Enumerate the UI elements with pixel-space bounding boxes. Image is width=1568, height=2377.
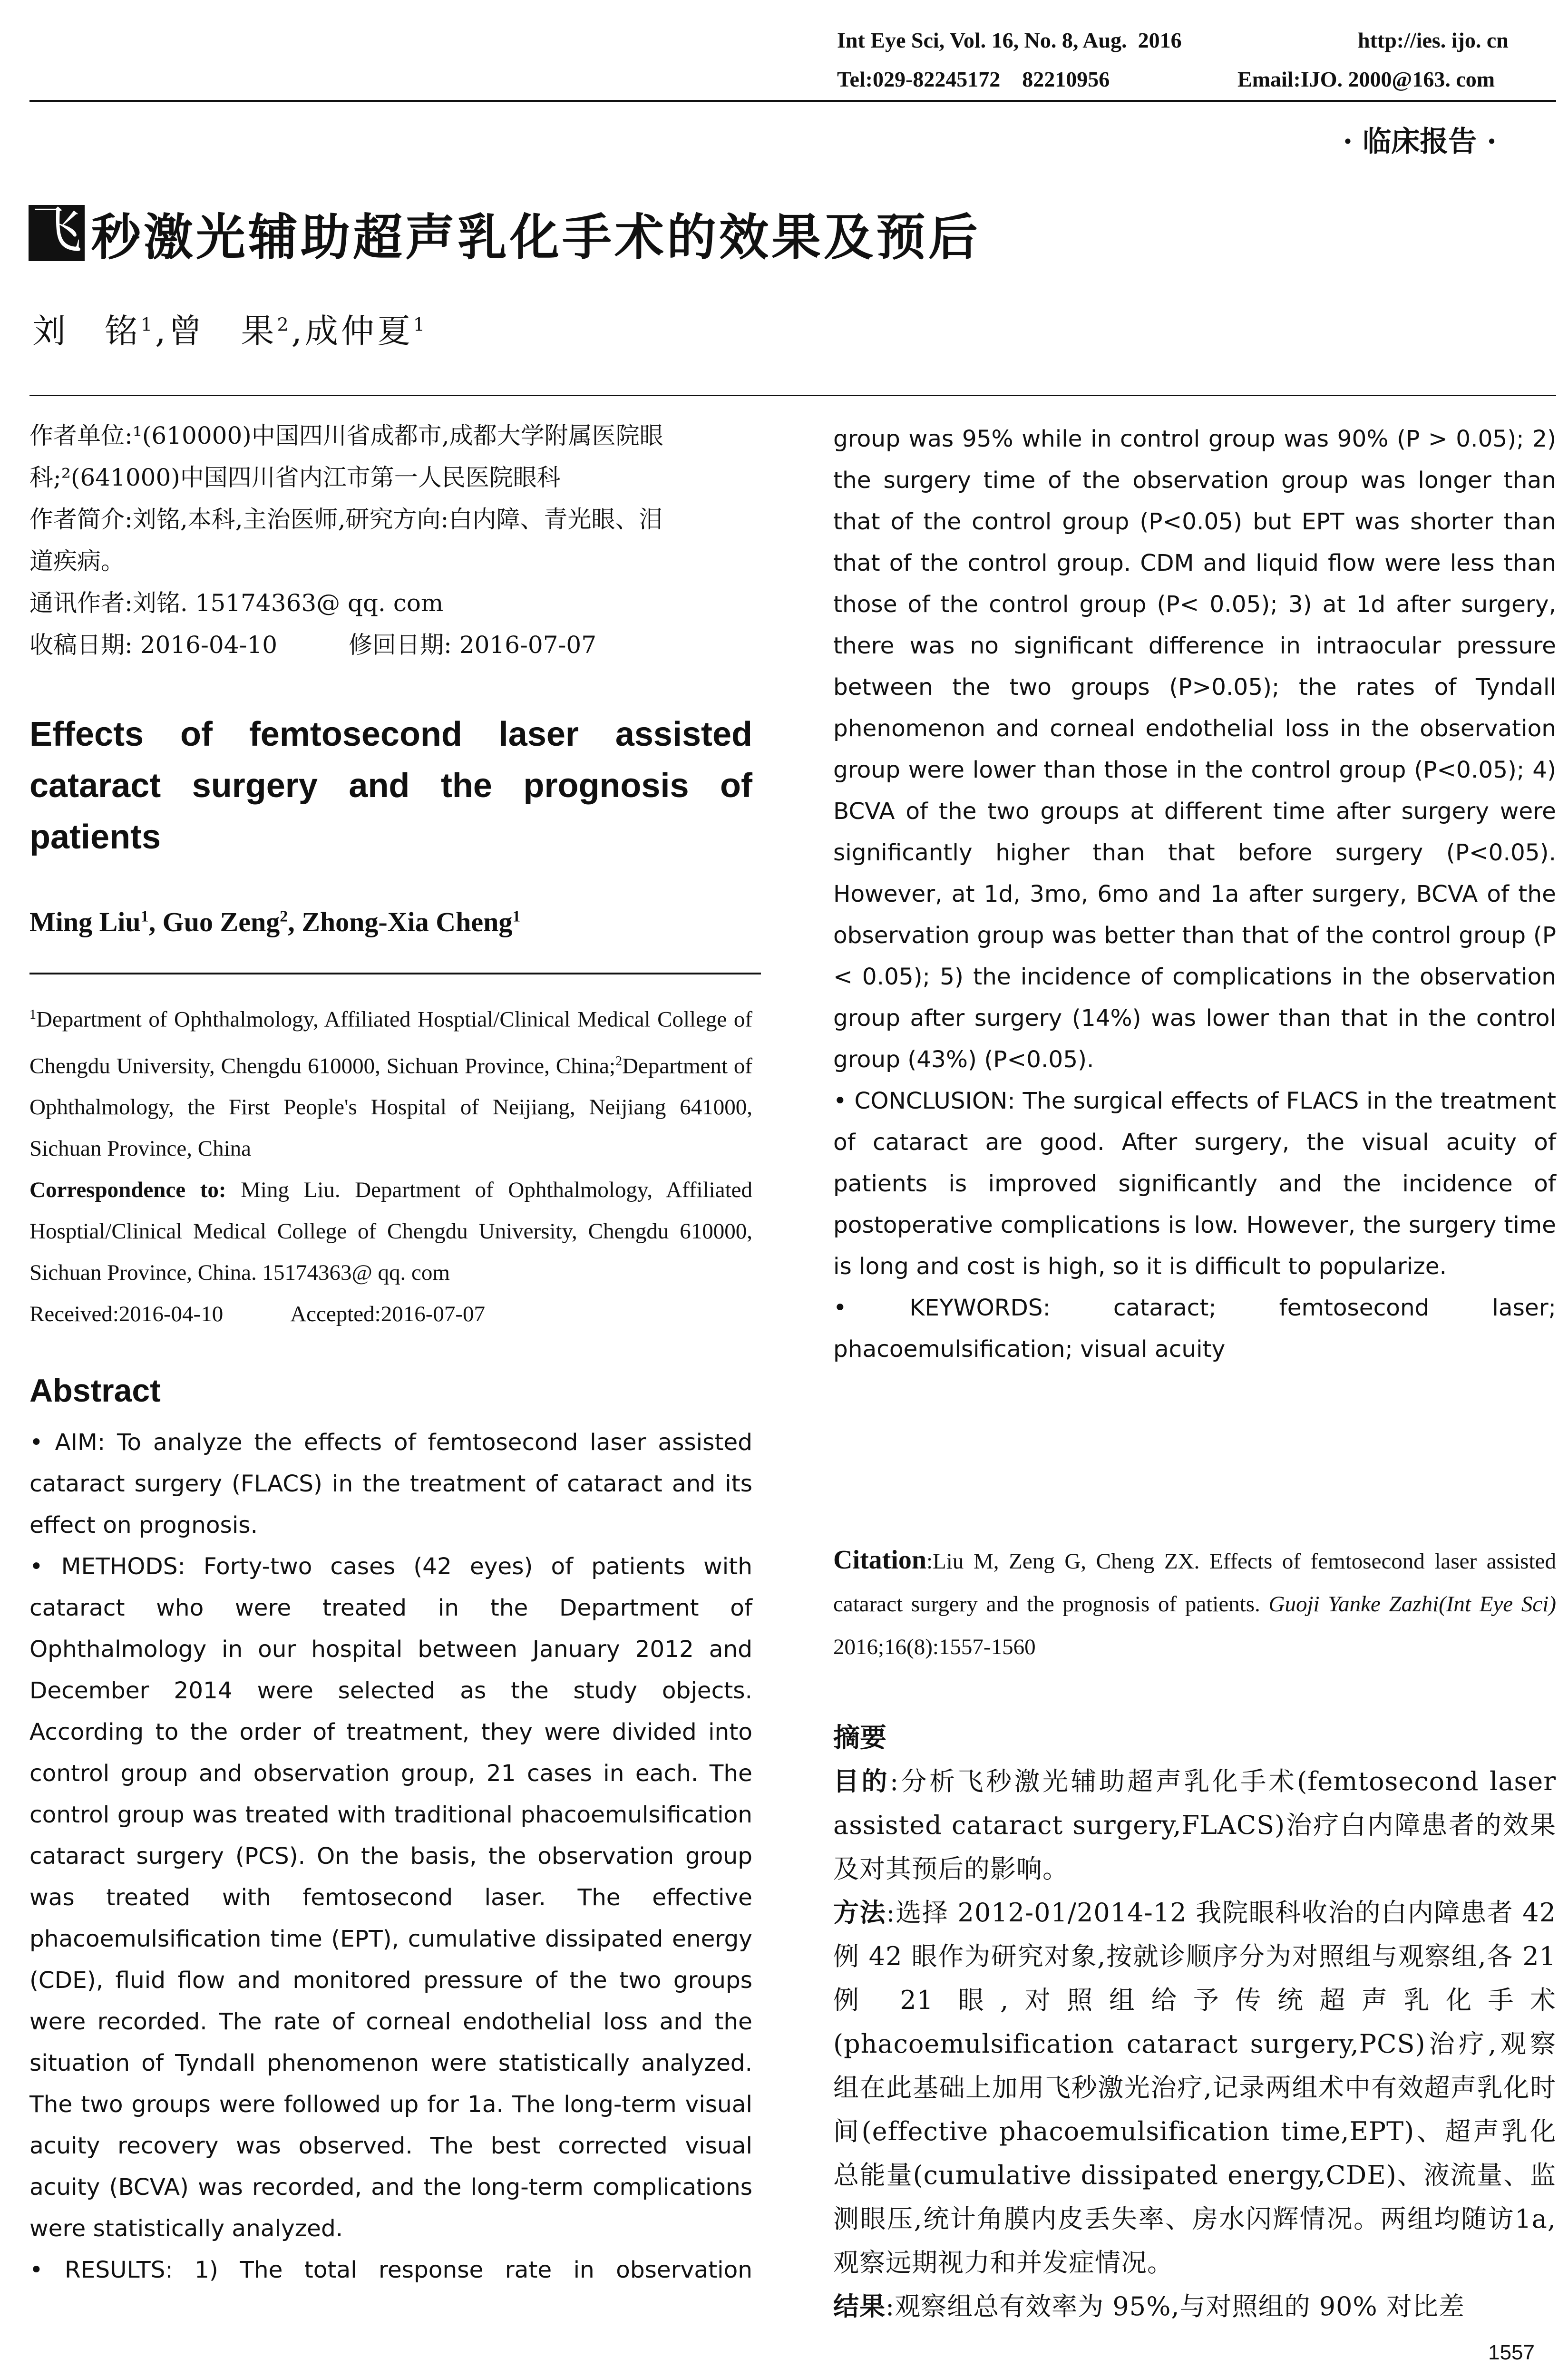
info-line: 收稿日期: 2016-04-10 修回日期: 2016-07-07 bbox=[29, 631, 597, 659]
abstract-right bbox=[833, 419, 1556, 1370]
info-line: 作者简介:刘铭,本科,主治医师,研究方向:白内障、青光眼、泪 bbox=[29, 506, 663, 533]
abstract-aim: • AIM: To analyze the effects of femtosecond laser assisted cataract surgery (FLACS) in the treatment of cataract and its effect on prognosis. bbox=[29, 1429, 752, 1539]
affiliations: $^1$Department of Ophthalmology, Affiliated Hosptial/Clinical Medical College of Chengdu University, Chengdu 610000, Sichuan Province, China;$^2$Department of Ophthalmology, the First People's Hospital of Neijiang, Neijiang 641000, Sichuan Province, China Correspondence to: Ming Liu. Department of Ophthalmology, Affiliated Hosptial/Clinical Medical College of Chengdu University, Chengdu 610000, Sichuan Province, China. 15174363@ qq. com Received:2016-04-10 Accepted:2016-07-07 bbox=[29, 994, 752, 1335]
english-authors: Ming Liu$^1$, Guo Zeng$^2$, Zhong-Xia Cheng$^1$ bbox=[29, 906, 521, 937]
journal-url[interactable]: http://ies. ijo. cn bbox=[1358, 28, 1509, 52]
author-info-cn bbox=[29, 415, 752, 666]
abstract-keywords: • KEYWORDS: cataract; femtosecond laser; phacoemulsification; visual acuity bbox=[833, 1295, 1556, 1363]
article-title bbox=[29, 197, 981, 269]
received-dates: Received:2016-04-10 Accepted:2016-07-07 bbox=[29, 1302, 486, 1327]
affiliation-rule bbox=[29, 973, 761, 974]
abstract-heading: Abstract bbox=[29, 1373, 161, 1409]
cn-results: 结果:观察组总有效率为 95%,与对照组的 90% 对比差 bbox=[833, 2291, 1465, 2321]
authors-rule bbox=[29, 395, 1556, 396]
page-number: 1557 bbox=[1488, 2341, 1535, 2364]
english-title: Effects of femtosecond laser assisted cataract surgery and the prognosis of patients bbox=[29, 715, 752, 856]
journal-email[interactable]: Email:IJO. 2000@163. com bbox=[1237, 67, 1495, 91]
abstract-conclusion: • CONCLUSION: The surgical effects of FLACS in the treatment of cataract are good. After surgery, the visual acuity of patients is improved significantly and the incidence of postoperative complications is low. However, the surgery time is long and cost is high, so it is difficult to popularize. bbox=[833, 1088, 1556, 1280]
correspondence-label: Correspondence to: bbox=[29, 1178, 226, 1203]
info-line: 作者单位:¹(610000)中国四川省成都市,成都大学附属医院眼 bbox=[29, 422, 663, 449]
title-first-char: 飞 bbox=[31, 201, 82, 259]
cn-abstract-body bbox=[833, 1760, 1556, 2328]
info-line: 道疾病。 bbox=[29, 547, 125, 575]
journal-tel: Tel:029-82245172 82210956 bbox=[837, 67, 1110, 91]
abstract-results-cont: group was 95% while in control group was 90% (P > 0.05); 2) the surgery time of the observation group was longer than that of the control group (P<0.05) but EPT was shorter than that of the control group. CDM and liquid flow were less than those of the control group (P< 0.05); 3) at 1d after surgery, there was no significant difference in intraocular pressure between the two groups (P>0.05); the rates of Tyndall phenomenon and corneal endothelial loss in the observation group were lower than those in the control group (P<0.05); 4) BCVA of the two groups at different time after surgery were significantly higher than that before surgery (P<0.05). However, at 1d, 3mo, 6mo and 1a after surgery, BCVA of the observation group was better than that of the control group (P < 0.05); 5) the incidence of complications in the observation group after surgery (14%) was lower than that in the control group (43%) (P<0.05). bbox=[833, 426, 1556, 1073]
abstract-methods: • METHODS: Forty-two cases (42 eyes) of patients with cataract who were treated in the Department of Ophthalmology in our hospital between January 2012 and December 2014 were selected as the study objects. According to the order of treatment, they were divided into control group and observation group, 21 cases in each. The control group was treated with traditional phacoemulsification cataract surgery (PCS). On the basis, the observation group was treated with femtosecond laser. The effective phacoemulsification time (EPT), cumulative dissipated energy (CDE), fluid flow and monitored pressure of the two groups were recorded. The rate of corneal endothelial loss and the situation of Tyndall phenomenon were statistically analyzed. The two groups were followed up for 1a. The long-term visual acuity recovery was observed. The best corrected visual acuity (BCVA) was recorded, and the long-term complications were statistically analyzed. bbox=[29, 1553, 752, 2242]
journal-header: Int Eye Sci, Vol. 16, No. 8, Aug. 2016 bbox=[837, 28, 1182, 52]
abstract-results-start: • RESULTS: 1) The total response rate in observation bbox=[29, 2257, 752, 2283]
cn-aim: 目的:分析飞秒激光辅助超声乳化手术(femtosecond laser assisted cataract surgery,FLACS)治疗白内障患者的效果及对其预后的影响。 bbox=[833, 1766, 1557, 1884]
title-text: 秒激光辅助超声乳化手术的效果及预后 bbox=[91, 208, 981, 266]
header-rule bbox=[29, 100, 1556, 102]
title-first-char-box bbox=[29, 201, 85, 261]
section-tag: · 临床报告 · bbox=[1343, 125, 1497, 158]
cn-methods: 方法:选择 2012-01/2014-12 我院眼科收治的白内障患者 42 例 42 眼作为研究对象,按就诊顺序分为对照组与观察组,各 21 例 21 眼,对照组给予传统超声乳化手术(phacoemulsification cataract surgery,PCS)治疗,观察组在此基础上加用飞秒激光治疗,记录两组术中有效超声乳化时间(effective phacoemulsification time,EPT)、超声乳化总能量(cumulative dissipated energy,CDE)、液流量、监测眼压,统计角膜内皮丢失率、房水闪辉情况。两组均随访1a,观察远期视力和并发症情况。 bbox=[833, 1898, 1557, 2278]
citation: Citation:Liu M, Zeng G, Cheng ZX. Effects of femtosecond laser assisted cataract surgery and the prognosis of patients. Guoji Yanke Zazhi(Int Eye Sci) 2016;16(8):1557-1560 bbox=[833, 1545, 1556, 1659]
authors-cn: 刘 铭$^1$,曾 果$^2$,成仲夏$^1$ bbox=[32, 312, 428, 351]
info-line: 通讯作者:刘铭. 15174363@ qq. com bbox=[29, 589, 444, 617]
citation-label: Citation bbox=[833, 1545, 926, 1575]
info-line: 科;²(641000)中国四川省内江市第一人民医院眼科 bbox=[29, 464, 561, 491]
abstract-left bbox=[29, 1422, 752, 2291]
cn-abstract-heading: 摘要 bbox=[833, 1723, 886, 1754]
